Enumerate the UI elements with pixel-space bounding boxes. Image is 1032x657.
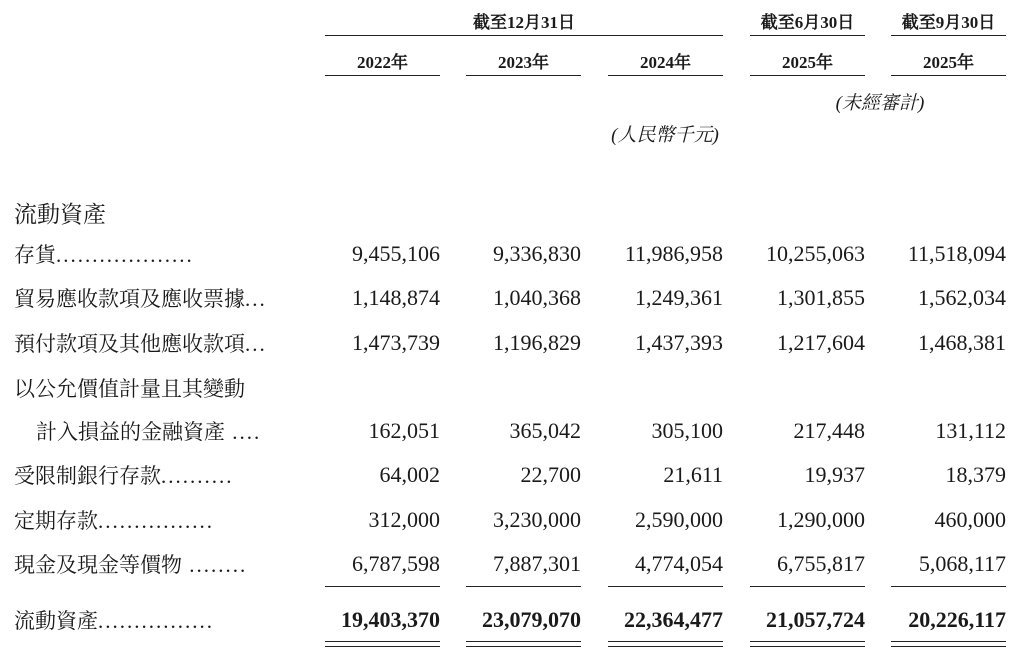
cell-value: 6,787,598 (352, 551, 440, 576)
year-header-2022: 2022年 (357, 53, 408, 72)
cell-value: 460,000 (934, 507, 1006, 532)
cell-value: 11,518,094 (907, 241, 1006, 266)
cell-value: 1,562,034 (918, 285, 1006, 310)
cell-value: 1,148,874 (352, 285, 440, 310)
cell-value: 131,112 (935, 418, 1006, 443)
row-label-text: 現金及現金等價物 (14, 553, 182, 577)
subtotal-rule (466, 586, 581, 587)
row-label (14, 283, 294, 313)
leader-dots: ................ (98, 509, 214, 533)
cell-value: 312,000 (368, 507, 440, 532)
subtotal-rule (608, 586, 723, 587)
total-double-rule (891, 641, 1006, 647)
cell-value: 11,986,958 (624, 241, 723, 266)
cell-value: 162,051 (368, 418, 440, 443)
cell-value: 4,774,054 (635, 551, 723, 576)
row-label-text: 定期存款 (14, 509, 98, 533)
year-rule-2023 (466, 75, 581, 76)
row-label (14, 239, 294, 269)
leader-dots: ... (245, 332, 267, 356)
cell-value: 1,040,368 (493, 285, 581, 310)
cell-value: 2,590,000 (635, 507, 723, 532)
subtotal-rule (750, 586, 865, 587)
total-double-rule (750, 641, 865, 647)
cell-value: 365,042 (509, 418, 581, 443)
cell-value: 64,002 (379, 462, 440, 487)
cell-value: 6,755,817 (777, 551, 865, 576)
row-label (14, 460, 294, 490)
cell-value: 1,473,739 (352, 330, 440, 355)
leader-dots: .......... (161, 464, 234, 488)
row-label-text: 貿易應收款項及應收票據 (14, 287, 245, 311)
row-label-text: 受限制銀行存款 (14, 464, 161, 488)
header-group-sep: 截至9月30日 (901, 13, 996, 32)
row-label (36, 416, 294, 446)
cell-value: 19,937 (804, 462, 865, 487)
year-rule-2025-sep (891, 75, 1006, 76)
row-label-text: 以公允價值計量且其變動 (14, 377, 245, 401)
cell-value: 1,437,393 (635, 330, 723, 355)
leader-dots: ................... (56, 243, 194, 267)
cell-value: 20,226,117 (908, 607, 1006, 632)
cell-value: 217,448 (793, 418, 865, 443)
cell-value: 1,217,604 (777, 330, 865, 355)
cell-value: 9,336,830 (493, 241, 581, 266)
header-group-jun-rule (750, 35, 865, 36)
unaudited-note: (未經審計) (835, 93, 925, 114)
year-header-2025-sep: 2025年 (923, 53, 974, 72)
cell-value: 21,611 (663, 462, 723, 487)
cell-value: 1,301,855 (777, 285, 865, 310)
leader-dots: ... (245, 287, 267, 311)
header-group-jun: 截至6月30日 (760, 13, 855, 32)
total-double-rule (608, 641, 723, 647)
cell-value: 1,290,000 (777, 507, 865, 532)
cell-value: 1,249,361 (635, 285, 723, 310)
cell-value: 9,455,106 (352, 241, 440, 266)
year-rule-2025-jun (750, 75, 865, 76)
leader-dots: ........ (182, 553, 248, 577)
leader-dots: ................ (98, 609, 214, 633)
row-label (14, 505, 294, 535)
row-label-text: 計入損益的金融資產 (36, 420, 225, 444)
row-label-text: 流動資產 (14, 609, 98, 633)
year-header-2024: 2024年 (640, 53, 691, 72)
total-double-rule (466, 641, 581, 647)
cell-value: 1,468,381 (918, 330, 1006, 355)
cell-value: 305,100 (651, 418, 723, 443)
header-group-dec: 截至12月31日 (473, 13, 575, 32)
cell-value: 22,700 (520, 462, 581, 487)
header-group-sep-rule (891, 35, 1006, 36)
year-header-2025-jun: 2025年 (782, 53, 833, 72)
year-header-2023: 2023年 (498, 53, 549, 72)
cell-value: 23,079,070 (482, 607, 581, 632)
row-label-text: 存貨 (14, 243, 56, 267)
cell-value: 7,887,301 (493, 551, 581, 576)
row-label (14, 549, 294, 579)
cell-value: 5,068,117 (918, 551, 1006, 576)
row-label (14, 605, 294, 635)
year-rule-2024 (608, 75, 723, 76)
cell-value: 19,403,370 (341, 607, 440, 632)
cell-value: 1,196,829 (493, 330, 581, 355)
cell-value: 21,057,724 (766, 607, 865, 632)
subtotal-rule (891, 586, 1006, 587)
cell-value: 3,230,000 (493, 507, 581, 532)
total-double-rule (325, 641, 440, 647)
row-label (14, 373, 294, 403)
subtotal-rule (325, 586, 440, 587)
year-rule-2022 (325, 75, 440, 76)
cell-value: 18,379 (945, 462, 1006, 487)
cell-value: 22,364,477 (624, 607, 723, 632)
currency-note: (人民幣千元) (611, 125, 719, 146)
row-label-text: 預付款項及其他應收款項 (14, 332, 245, 356)
section-title: 流動資產 (14, 202, 106, 228)
header-group-dec-rule (325, 35, 723, 36)
row-label (14, 328, 294, 358)
cell-value: 10,255,063 (766, 241, 865, 266)
leader-dots: .... (225, 420, 262, 444)
